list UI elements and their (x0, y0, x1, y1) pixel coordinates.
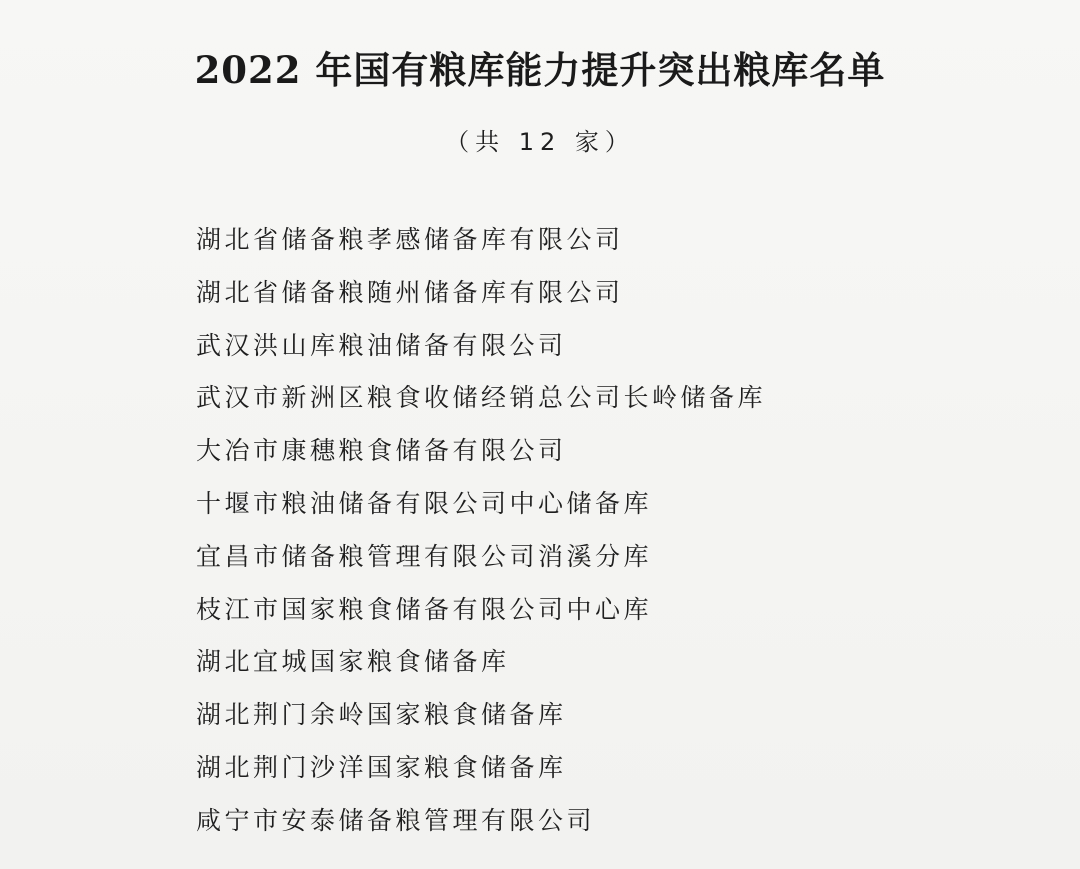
list-item: 枝江市国家粮食储备有限公司中心库 (196, 594, 653, 624)
list-item: 湖北省储备粮孝感储备库有限公司 (196, 225, 624, 254)
list-item: 武汉洪山库粮油储备有限公司 (196, 330, 567, 360)
list-item: 宜昌市储备粮管理有限公司消溪分库 (196, 541, 653, 571)
list-item: 湖北省储备粮随州储备库有限公司 (196, 277, 624, 307)
granary-list (196, 214, 766, 848)
list-item: 十堰市粮油储备有限公司中心储备库 (196, 488, 653, 518)
list-item: 湖北宜城国家粮食储备库 (196, 647, 510, 677)
list-item: 武汉市新洲区粮食收储经销总公司长岭储备库 (196, 383, 767, 413)
document-title: 2022 年国有粮库能力提升突出粮库名单 (194, 48, 886, 92)
document-subtitle: （共 12 家） (445, 128, 635, 156)
list-item: 大冶市康穗粮食储备有限公司 (196, 436, 567, 466)
list-item: 咸宁市安泰储备粮管理有限公司 (196, 805, 596, 835)
list-item: 湖北荆门沙洋国家粮食储备库 (196, 752, 567, 782)
list-item: 湖北荆门余岭国家粮食储备库 (196, 700, 567, 730)
